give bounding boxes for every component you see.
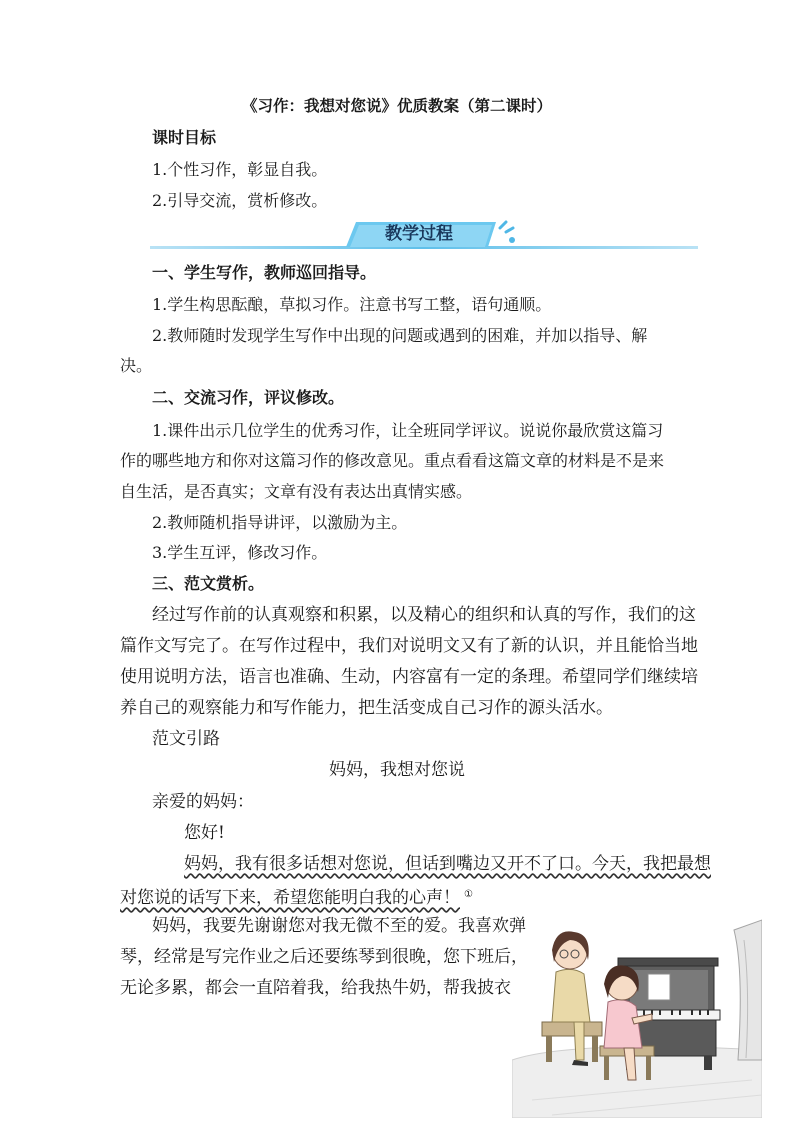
section2-paragraph: 自生活，是否真实；文章有没有表达出真情实感。 — [120, 482, 473, 501]
section2-paragraph: 3.学生互评，修改习作。 — [152, 543, 328, 562]
section1-heading: 一、学生写作，教师巡回指导。 — [152, 263, 377, 282]
section2-heading: 二、交流习作，评议修改。 — [152, 388, 345, 407]
section3-paragraph: 篇作文写完了。在写作过程中，我们对说明文又有了新的认识，并且能恰当地 — [120, 636, 698, 656]
essay-greeting: 您好! — [184, 823, 225, 843]
section3-paragraph: 使用说明方法，语言也准确、生动，内容富有一定的条理。希望同学们继续培 — [120, 667, 698, 687]
goals-heading: 课时目标 — [152, 128, 217, 147]
splash-icon — [500, 222, 515, 243]
section1-paragraph: 决。 — [120, 356, 153, 375]
essay-label: 范文引路 — [152, 729, 220, 749]
piano-illustration — [512, 910, 762, 1118]
essay-body-line: 琴，经常是写完作业之后还要练琴到很晚，您下班后， — [120, 947, 528, 967]
section3-paragraph: 经过写作前的认真观察和积累，以及精心的组织和认真的写作，我们的这 — [152, 605, 696, 625]
essay-title: 妈妈，我想对您说 — [329, 760, 465, 780]
essay-body-line: 妈妈，我要先谢谢您对我无微不至的爱。我喜欢弹 — [152, 916, 526, 936]
footnote-mark: ① — [464, 889, 473, 900]
section2-paragraph: 1.课件出示几位学生的优秀习作，让全班同学评议。说说你最欣赏这篇习 — [152, 421, 664, 440]
banner-label: 教学过程 — [385, 224, 453, 244]
section2-paragraph: 2.教师随机指导讲评，以激励为主。 — [152, 513, 408, 532]
section1-paragraph: 1.学生构思酝酿，草拟习作。注意书写工整，语句通顺。 — [152, 295, 552, 314]
essay-body-line: 无论多累，都会一直陪着我，给我热牛奶，帮我披衣 — [120, 978, 511, 998]
document-title: 《习作：我想对您说》优质教案（第二课时） — [241, 96, 552, 115]
section1-paragraph: 2.教师随时发现学生写作中出现的问题或遇到的困难，并加以指导、解 — [152, 326, 648, 345]
essay-underlined-line: 对您说的话写下来，希望您能明白我的心声！ — [120, 888, 460, 908]
sheet-music — [648, 974, 670, 1000]
goal-item: 2.引导交流，赏析修改。 — [152, 191, 328, 210]
mother-figure — [542, 931, 602, 1066]
curtain — [734, 920, 762, 1060]
section3-heading: 三、范文赏析。 — [152, 574, 265, 593]
essay-underlined-line-wrapper — [120, 885, 473, 908]
section3-paragraph: 养自己的观察能力和写作能力，把生活变成自己习作的源头活水。 — [120, 698, 613, 718]
goal-item: 1.个性习作，彰显自我。 — [152, 160, 328, 179]
essay-underlined-line: 妈妈，我有很多话想对您说，但话到嘴边又开不了口。今天，我把最想 — [184, 854, 711, 874]
essay-salutation: 亲爱的妈妈： — [152, 792, 254, 812]
section2-paragraph: 作的哪些地方和你对这篇习作的修改意见。重点看看这篇文章的材料是不是来 — [120, 451, 665, 470]
